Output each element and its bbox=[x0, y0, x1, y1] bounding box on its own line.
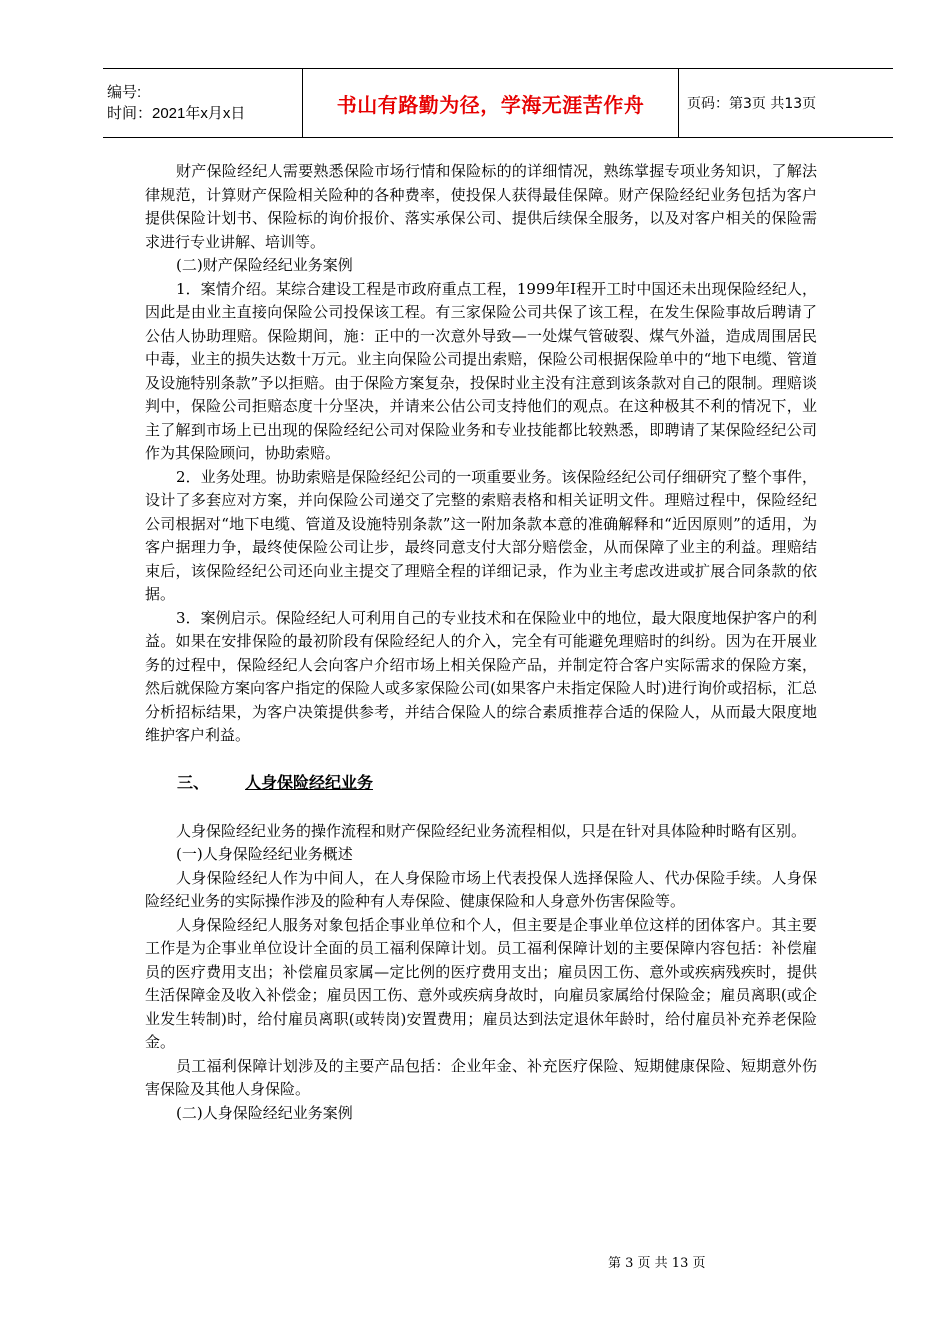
document-number-label: 编号: bbox=[107, 84, 142, 101]
header-page-label: 页码：第3页 共13页 bbox=[687, 96, 817, 112]
section-heading-life-insurance bbox=[145, 770, 817, 796]
paragraph-case-handling: 2．业务处理。协助索赔是保险经纪公司的一项重要业务。该保险经纪公司仔细研究了整个事件，设计了多套应对方案，并向保险公司递交了完整的索赔表格和相关证明文件。理赔过程中，保险经纪公司根据对“地下电缆、管道及设施特别条款”这一附加条款本意的准确解释和“近因原则”的适用，为客户据理力争，最终使保险公司让步，最终同意支付大部分赔偿金，从而保障了业主的利益。理赔结束后，该保险经纪公司还向业主提交了理赔全程的详细记录，作为业主考虑改进或扩展合同条款的依据。 bbox=[145, 467, 817, 603]
paragraph-life-overview-3: 员工福利保障计划涉及的主要产品包括：企业年金、补充医疗保险、短期健康保险、短期意外伤害保险及其他人身保险。 bbox=[145, 1056, 817, 1098]
section-number: 三、 bbox=[177, 772, 210, 792]
document-time-label: 时间：2021年x月x日 bbox=[107, 105, 246, 122]
subheading-property-case: (二)财产保险经纪业务案例 bbox=[176, 256, 353, 274]
subheading-life-case: (二)人身保险经纪业务案例 bbox=[176, 1103, 353, 1122]
header-slogan-cell bbox=[303, 69, 679, 137]
paragraph-life-overview-2: 人身保险经纪人服务对象包括企事业单位和个人，但主要是企事业单位这样的团体客户。其主要工作是为企事业单位设计全面的员工福利保障计划。员工福利保障计划的主要保障内容包括：补偿雇员的医疗费用支出；补偿雇员家属—定比例的医疗费用支出；雇员因工伤、意外或疾病残疾时，提供生活保障金及收入补偿金；雇员因工伤、意外或疾病身故时，向雇员家属给付保险金；雇员离职(或企业发生转制)时，给付雇员离职(或转岗)安置费用；雇员达到法定退休年龄时，给付雇员补充养老保险金。 bbox=[145, 915, 817, 1051]
document-body bbox=[145, 160, 817, 1125]
header-meta bbox=[103, 69, 303, 137]
page-header bbox=[103, 68, 893, 138]
subheading-life-overview: (一)人身保险经纪业务概述 bbox=[176, 845, 353, 863]
section-title: 人身保险经纪业务 bbox=[245, 772, 374, 792]
paragraph-case-lessons: 3．案例启示。保险经纪人可利用自己的专业技术和在保险业中的地位，最大限度地保护客户的利益。如果在安排保险的最初阶段有保险经纪人的介入，完全有可能避免理赔时的纠纷。因为在开展业务的过程中，保险经纪人会向客户介绍市场上相关保险产品，并制定符合客户实际需求的保险方案，然后就保险方案向客户指定的保险人或多家保险公司(如果客户未指定保险人时)进行询价或招标，汇总分析招标结果，为客户决策提供参考，并结合保险人的综合素质推荐合适的保险人，从而最大限度地维护客户利益。 bbox=[145, 608, 817, 744]
paragraph-life-overview-1: 人身保险经纪人作为中间人，在人身保险市场上代表投保人选择保险人、代办保险手续。人身保险经纪业务的实际操作涉及的险种有人寿保险、健康保险和人身意外伤害保险等。 bbox=[145, 868, 817, 910]
paragraph-case-introduction: 1．案情介绍。某综合建设工程是市政府重点工程，1999年I程开工时中国还未出现保险经纪人，因此是由业主直接向保险公司投保该工程。有三家保险公司共保了该工程，在发生保险事故后聘请了公估人协助理赔。保险期间，施：正中的一次意外导致—一处煤气管破裂、煤气外溢，造成周围居民中毒，业主的损失达数十万元。业主向保险公司提出索赔，保险公司根据保险单中的“地下电缆、管道及设施特别条款”予以拒赔。由于保险方案复杂，投保时业主没有注意到该条款对自己的限制。理赔谈判中，保险公司拒赔态度十分坚决，并请来公估公司支持他们的观点。在这种极其不利的情况下，业主了解到市场上已出现的保险经纪公司对保险业务和专业技能都比较熟悉，即聘请了某保险经纪公司作为其保险顾问，协助索赔。 bbox=[145, 279, 817, 462]
header-page-cell bbox=[679, 69, 893, 137]
header-slogan: 书山有路勤为径，学海无涯苦作舟 bbox=[336, 92, 645, 117]
paragraph-life-intro: 人身保险经纪业务的操作流程和财产保险经纪业务流程相似，只是在针对具体险种时略有区别。 bbox=[176, 821, 807, 840]
page-footer: 第 3 页 共 13 页 bbox=[608, 1256, 706, 1271]
paragraph-property-broker-intro: 财产保险经纪人需要熟悉保险市场行情和保险标的的详细情况，熟练掌握专项业务知识，了解法律规范，计算财产保险相关险种的各种费率，使投保人获得最佳保障。财产保险经纪业务包括为客户提供保险计划书、保险标的询价报价、落实承保公司、提供后续保全服务，以及对客户相关的保险需求进行专业讲解、培训等。 bbox=[145, 162, 817, 251]
